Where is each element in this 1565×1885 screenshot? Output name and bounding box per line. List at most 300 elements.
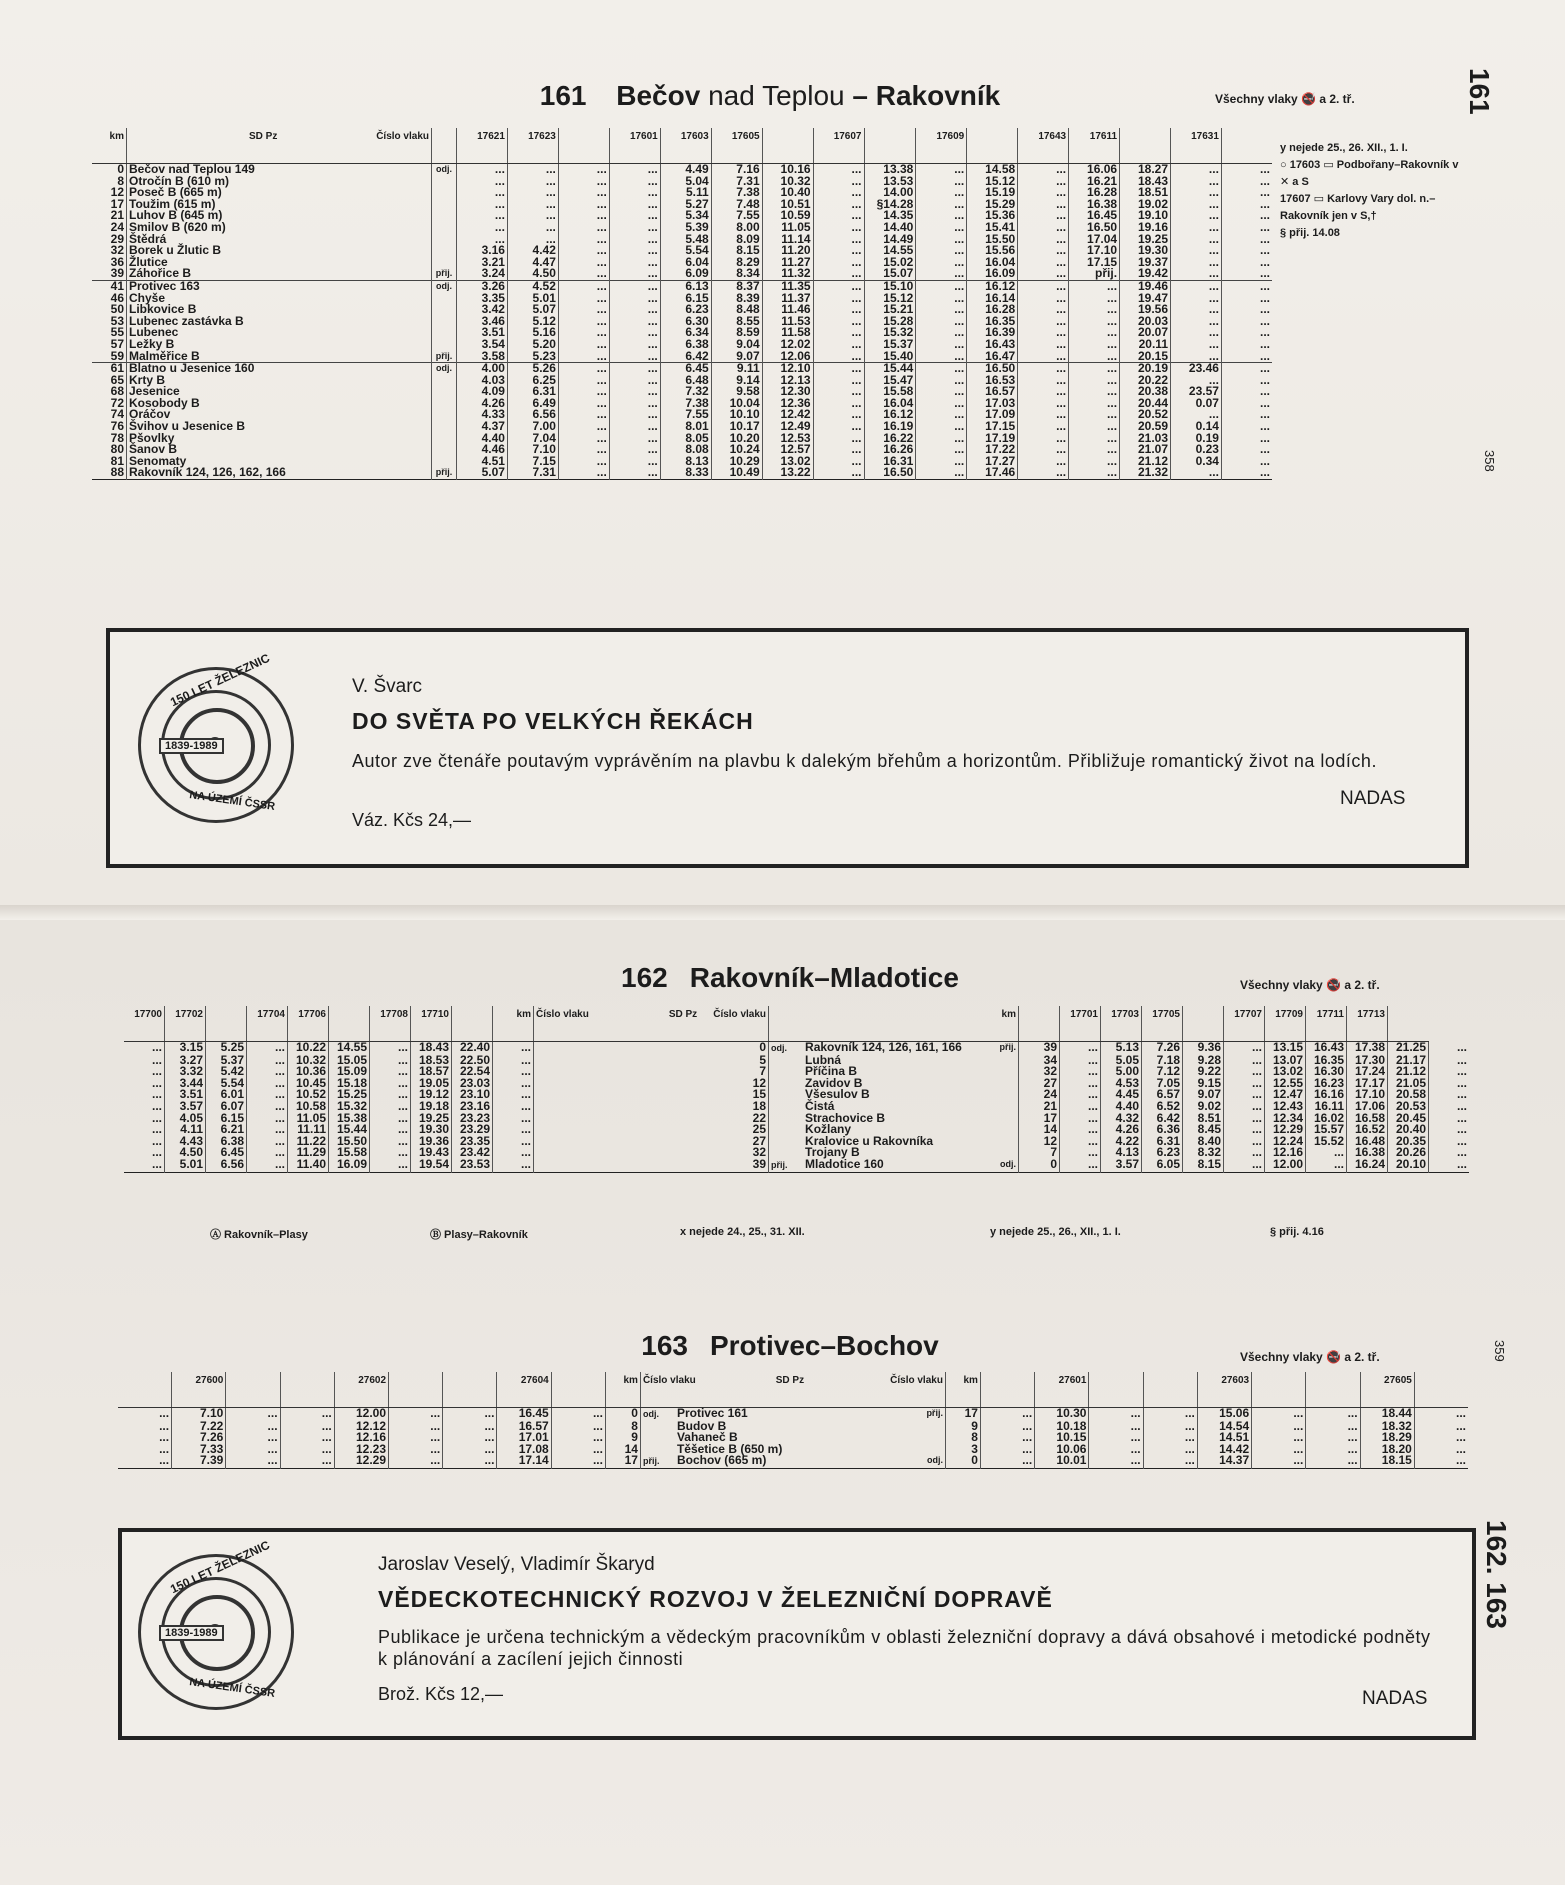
time-cell: 15.05 bbox=[329, 1055, 370, 1067]
time-cell: ... bbox=[1429, 1066, 1470, 1078]
table-163-note: Všechny vlaky 🚭 a 2. tř. bbox=[1240, 1350, 1380, 1364]
arr-dep-marker bbox=[432, 293, 457, 305]
time-cell: ... bbox=[813, 444, 864, 456]
train-number-header: km bbox=[493, 1006, 534, 1042]
km-cell: 50 bbox=[110, 302, 124, 317]
time-cell: 20.26 bbox=[1388, 1147, 1429, 1159]
time-cell: 17.17 bbox=[1347, 1078, 1388, 1090]
time-cell: ... bbox=[558, 304, 609, 316]
time-cell: ... bbox=[493, 1159, 534, 1172]
train-number-header: 17609 bbox=[916, 128, 967, 164]
arr-dep-marker: odj. bbox=[432, 363, 457, 375]
time-cell: ... bbox=[389, 1455, 443, 1468]
time-cell: ... bbox=[1429, 1136, 1470, 1148]
time-cell: ... bbox=[1221, 444, 1272, 456]
time-cell: ... bbox=[1171, 409, 1222, 421]
time-cell: 22.54 bbox=[452, 1066, 493, 1078]
time-cell: 12.36 bbox=[762, 398, 813, 410]
time-cell: 23.10 bbox=[452, 1089, 493, 1101]
time-cell: ... bbox=[1429, 1078, 1470, 1090]
time-cell: ... bbox=[247, 1159, 288, 1172]
time-cell: 6.23 bbox=[660, 304, 711, 316]
train-number-header bbox=[280, 1372, 334, 1408]
time-cell: 14.51 bbox=[1197, 1432, 1251, 1444]
time-cell: 16.12 bbox=[864, 409, 916, 421]
time-cell: ... bbox=[609, 398, 660, 410]
station-name: Těšetice B (650 m) bbox=[640, 1444, 945, 1456]
train-number-header: 17702 bbox=[165, 1006, 206, 1042]
time-cell: 9.04 bbox=[711, 339, 762, 351]
station-name: Strachovice B bbox=[769, 1113, 1019, 1125]
time-cell: 16.04 bbox=[864, 398, 916, 410]
table-row bbox=[118, 1421, 1468, 1433]
time-cell: ... bbox=[1171, 339, 1222, 351]
time-cell: 17.10 bbox=[1069, 245, 1120, 257]
time-cell: ... bbox=[813, 327, 864, 339]
time-cell: ... bbox=[1069, 433, 1120, 445]
time-cell: ... bbox=[1221, 456, 1272, 468]
train-number-header: 17704 bbox=[247, 1006, 288, 1042]
arr-dep-marker bbox=[432, 327, 457, 339]
time-cell: ... bbox=[1060, 1089, 1101, 1101]
time-cell: ... bbox=[1060, 1124, 1101, 1136]
time-cell: ... bbox=[1069, 421, 1120, 433]
time-cell: 15.36 bbox=[967, 210, 1018, 222]
time-cell: ... bbox=[1018, 363, 1069, 375]
arr-dep-marker: přij. bbox=[432, 351, 457, 363]
time-cell: ... bbox=[370, 1055, 411, 1067]
time-cell: 12.23 bbox=[334, 1444, 388, 1456]
time-cell: ... bbox=[558, 164, 609, 176]
time-cell: ... bbox=[813, 280, 864, 292]
time-cell: 3.15 bbox=[165, 1042, 206, 1055]
time-cell: ... bbox=[370, 1159, 411, 1172]
time-cell: ... bbox=[151, 1075, 162, 1090]
time-cell: 4.37 bbox=[457, 421, 508, 433]
time-cell: ... bbox=[370, 1124, 411, 1136]
time-cell: ... bbox=[980, 1444, 1034, 1456]
time-cell: ... bbox=[247, 1089, 288, 1101]
time-cell: ... bbox=[457, 210, 508, 222]
time-cell: ... bbox=[1018, 409, 1069, 421]
time-cell: ... bbox=[151, 1145, 162, 1160]
time-cell: 19.42 bbox=[1120, 268, 1171, 280]
km-cell: 7 bbox=[1018, 1147, 1059, 1159]
time-cell: ... bbox=[916, 245, 967, 257]
time-cell: ... bbox=[609, 444, 660, 456]
time-cell: 13.53 bbox=[864, 176, 916, 188]
table-row bbox=[92, 398, 1272, 410]
station-name: Žlutice bbox=[127, 257, 432, 269]
time-cell: ... bbox=[1069, 444, 1120, 456]
book-advert-1 bbox=[106, 628, 1469, 868]
time-cell: ... bbox=[1018, 339, 1069, 351]
time-cell: 5.27 bbox=[660, 199, 711, 211]
time-cell: 11.14 bbox=[762, 234, 813, 246]
time-cell: ... bbox=[609, 257, 660, 269]
time-cell: 16.52 bbox=[1347, 1124, 1388, 1136]
time-cell: ... bbox=[151, 1064, 162, 1079]
time-cell: 10.52 bbox=[288, 1089, 329, 1101]
arr-dep-marker bbox=[432, 304, 457, 316]
station-name: Vahaneč B bbox=[640, 1432, 945, 1444]
time-cell: 9.22 bbox=[1183, 1066, 1224, 1078]
time-cell: ... bbox=[151, 1087, 162, 1102]
time-cell: ... bbox=[813, 421, 864, 433]
km-cell: 32 bbox=[534, 1147, 769, 1159]
time-cell: ... bbox=[159, 1406, 170, 1420]
time-cell: 6.45 bbox=[206, 1147, 247, 1159]
time-cell: ... bbox=[813, 257, 864, 269]
station-name: Malměřice B bbox=[127, 351, 432, 363]
time-cell: 15.50 bbox=[329, 1136, 370, 1148]
time-cell: ... bbox=[280, 1455, 334, 1468]
time-cell: ... bbox=[1060, 1055, 1101, 1067]
time-cell: 6.57 bbox=[1142, 1089, 1183, 1101]
station-name: Pšovlky bbox=[127, 433, 432, 445]
time-cell: ... bbox=[1089, 1444, 1143, 1456]
time-cell: 23.46 bbox=[1171, 363, 1222, 375]
time-cell: ... bbox=[916, 327, 967, 339]
time-cell: 6.48 bbox=[660, 375, 711, 387]
time-cell: 3.46 bbox=[457, 316, 508, 328]
time-cell: 17.27 bbox=[967, 456, 1018, 468]
time-cell: ... bbox=[1018, 164, 1069, 176]
time-cell: 21.03 bbox=[1120, 433, 1171, 445]
train-number-header: 17700 bbox=[124, 1006, 165, 1042]
time-cell: 16.43 bbox=[967, 339, 1018, 351]
time-cell: 4.50 bbox=[507, 268, 558, 280]
time-cell: ... bbox=[916, 257, 967, 269]
time-cell: 19.25 bbox=[411, 1113, 452, 1125]
time-cell: 8.39 bbox=[711, 293, 762, 305]
time-cell: ... bbox=[1143, 1421, 1197, 1433]
time-cell: ... bbox=[813, 386, 864, 398]
time-cell: 12.16 bbox=[1265, 1147, 1306, 1159]
km-cell: 32 bbox=[110, 243, 124, 258]
time-cell: 10.59 bbox=[762, 210, 813, 222]
time-cell: 23.57 bbox=[1171, 386, 1222, 398]
train-number-header: 17708 bbox=[370, 1006, 411, 1042]
time-cell: 7.26 bbox=[172, 1432, 226, 1444]
km-cell: 17 bbox=[945, 1408, 980, 1421]
time-cell: ... bbox=[370, 1136, 411, 1148]
time-cell: 10.58 bbox=[288, 1101, 329, 1113]
time-cell: 16.26 bbox=[864, 444, 916, 456]
time-cell: ... bbox=[151, 1110, 162, 1125]
time-cell: ... bbox=[1429, 1089, 1470, 1101]
time-cell: ... bbox=[916, 467, 967, 479]
time-cell: 16.19 bbox=[864, 421, 916, 433]
time-cell: ... bbox=[1143, 1408, 1197, 1421]
time-cell: 10.32 bbox=[762, 176, 813, 188]
train-number-header bbox=[864, 128, 916, 164]
time-cell: ... bbox=[1018, 467, 1069, 479]
time-cell: ... bbox=[1221, 176, 1272, 188]
km-cell: 24 bbox=[110, 219, 124, 234]
time-cell: 7.26 bbox=[1142, 1042, 1183, 1055]
book-advert-2 bbox=[118, 1528, 1476, 1740]
time-cell: 10.30 bbox=[1035, 1408, 1089, 1421]
time-cell: 13.38 bbox=[864, 164, 916, 176]
time-cell: ... bbox=[247, 1042, 288, 1055]
station-name: Senomaty bbox=[127, 456, 432, 468]
time-cell: ... bbox=[1306, 1421, 1360, 1433]
time-cell: 23.29 bbox=[452, 1124, 493, 1136]
time-cell: 6.31 bbox=[1142, 1136, 1183, 1148]
time-cell: ... bbox=[443, 1444, 497, 1456]
station-name: Kosobody B bbox=[127, 398, 432, 410]
time-cell: 6.38 bbox=[206, 1136, 247, 1148]
time-cell: ... bbox=[1143, 1432, 1197, 1444]
time-cell: ... bbox=[609, 409, 660, 421]
time-cell: 11.29 bbox=[288, 1147, 329, 1159]
time-cell: ... bbox=[1018, 176, 1069, 188]
time-cell: 5.23 bbox=[507, 351, 558, 363]
time-cell: 7.12 bbox=[1142, 1066, 1183, 1078]
time-cell: 21.05 bbox=[1388, 1078, 1429, 1090]
time-cell: ... bbox=[226, 1408, 280, 1421]
km-cell: 88 bbox=[110, 465, 124, 480]
time-cell: 4.05 bbox=[165, 1113, 206, 1125]
time-cell: ... bbox=[813, 268, 864, 280]
time-cell: 16.58 bbox=[1347, 1113, 1388, 1125]
anniversary-stamp-2: 150 LET ŽELEZNIC 1839-1989 NA ÚZEMÍ ČSSR bbox=[138, 1554, 294, 1710]
time-cell: ... bbox=[1221, 351, 1272, 363]
table-161-note: Všechny vlaky 🚭 a 2. tř. bbox=[1215, 92, 1355, 106]
time-cell: 17.04 bbox=[1069, 234, 1120, 246]
time-cell: ... bbox=[813, 199, 864, 211]
time-cell: 10.24 bbox=[711, 444, 762, 456]
time-cell: 20.35 bbox=[1388, 1136, 1429, 1148]
time-cell: ... bbox=[1018, 456, 1069, 468]
time-cell: 12.12 bbox=[334, 1421, 388, 1433]
time-cell: ... bbox=[1221, 245, 1272, 257]
time-cell: ... bbox=[916, 187, 967, 199]
time-cell: ... bbox=[457, 222, 508, 234]
time-cell: ... bbox=[1221, 409, 1272, 421]
station-name: Čistá bbox=[769, 1101, 1019, 1113]
station-name: Luhov B (645 m) bbox=[127, 210, 432, 222]
page-number-left: 358 bbox=[1482, 450, 1497, 472]
time-cell: ... bbox=[1221, 257, 1272, 269]
km-cell: 80 bbox=[110, 442, 124, 457]
time-cell: ... bbox=[389, 1408, 443, 1421]
time-cell: ... bbox=[609, 187, 660, 199]
time-cell: ... bbox=[1089, 1421, 1143, 1433]
time-cell: ... bbox=[558, 456, 609, 468]
time-cell: 6.23 bbox=[1142, 1147, 1183, 1159]
time-cell: ... bbox=[609, 268, 660, 280]
time-cell: ... bbox=[389, 1444, 443, 1456]
time-cell: ... bbox=[1224, 1066, 1265, 1078]
time-cell: ... bbox=[1224, 1078, 1265, 1090]
time-cell: 12.29 bbox=[1265, 1124, 1306, 1136]
time-cell: ... bbox=[916, 375, 967, 387]
advert-2-price: Brož. Kčs 12,— bbox=[378, 1684, 504, 1704]
time-cell: 18.44 bbox=[1360, 1408, 1414, 1421]
time-cell: 6.42 bbox=[1142, 1113, 1183, 1125]
time-cell: 5.26 bbox=[507, 363, 558, 375]
km-cell: 17 bbox=[605, 1455, 640, 1468]
station-name: Chyše bbox=[127, 293, 432, 305]
table-row bbox=[118, 1432, 1468, 1444]
time-cell: 23.23 bbox=[452, 1113, 493, 1125]
time-cell: 14.37 bbox=[1197, 1455, 1251, 1468]
time-cell: 5.39 bbox=[660, 222, 711, 234]
time-cell: 16.38 bbox=[1347, 1147, 1388, 1159]
time-cell: 3.32 bbox=[165, 1066, 206, 1078]
time-cell: 14.55 bbox=[864, 245, 916, 257]
km-cell: 27 bbox=[1018, 1078, 1059, 1090]
time-cell: 6.56 bbox=[206, 1159, 247, 1172]
time-cell: 13.15 bbox=[1265, 1042, 1306, 1055]
time-cell: 4.32 bbox=[1101, 1113, 1142, 1125]
time-cell: ... bbox=[551, 1432, 605, 1444]
time-cell: ... bbox=[1252, 1444, 1306, 1456]
time-cell: 6.31 bbox=[507, 386, 558, 398]
time-cell: 15.19 bbox=[967, 187, 1018, 199]
time-cell: ... bbox=[370, 1147, 411, 1159]
time-cell: ... bbox=[1069, 316, 1120, 328]
time-cell: 20.52 bbox=[1120, 409, 1171, 421]
time-cell: 8.33 bbox=[660, 467, 711, 479]
train-number-header: 17709 bbox=[1265, 1006, 1306, 1042]
table-row bbox=[92, 293, 1272, 305]
time-cell: 16.23 bbox=[1306, 1078, 1347, 1090]
train-number-header bbox=[1089, 1372, 1143, 1408]
km-cell: 78 bbox=[110, 430, 124, 445]
km-cell: 27 bbox=[534, 1136, 769, 1148]
time-cell: ... bbox=[609, 456, 660, 468]
train-number-header: 17603 bbox=[660, 128, 711, 164]
time-cell: ... bbox=[457, 187, 508, 199]
time-cell: 10.51 bbox=[762, 199, 813, 211]
time-cell: 4.53 bbox=[1101, 1078, 1142, 1090]
time-cell: ... bbox=[551, 1408, 605, 1421]
time-cell: ... bbox=[1018, 351, 1069, 363]
time-cell: ... bbox=[1306, 1408, 1360, 1421]
table-row bbox=[92, 339, 1272, 351]
time-cell: ... bbox=[159, 1418, 170, 1433]
time-cell: 6.56 bbox=[507, 409, 558, 421]
time-cell: 7.10 bbox=[507, 444, 558, 456]
time-cell: ... bbox=[558, 268, 609, 280]
time-cell: ... bbox=[1429, 1101, 1470, 1113]
time-cell: ... bbox=[493, 1066, 534, 1078]
time-cell: 6.13 bbox=[660, 280, 711, 292]
time-cell: 12.34 bbox=[1265, 1113, 1306, 1125]
time-cell: 5.54 bbox=[660, 245, 711, 257]
train-number-header bbox=[389, 1372, 443, 1408]
time-cell: 5.20 bbox=[507, 339, 558, 351]
time-cell: ... bbox=[457, 176, 508, 188]
time-cell: ... bbox=[1018, 257, 1069, 269]
time-cell: 16.14 bbox=[967, 293, 1018, 305]
time-cell: 8.09 bbox=[711, 234, 762, 246]
station-name: Poseč B (665 m) bbox=[127, 187, 432, 199]
time-cell: ... bbox=[1224, 1124, 1265, 1136]
time-cell: ... bbox=[1069, 456, 1120, 468]
time-cell: ... bbox=[1018, 268, 1069, 280]
time-cell: 7.38 bbox=[711, 187, 762, 199]
time-cell: 6.15 bbox=[660, 293, 711, 305]
table-row bbox=[92, 467, 1272, 479]
train-number-header: 17623 bbox=[507, 128, 558, 164]
time-cell: 19.05 bbox=[411, 1078, 452, 1090]
station-name: Bečov nad Teplou 149 bbox=[127, 164, 432, 176]
time-cell: 16.45 bbox=[1069, 210, 1120, 222]
time-cell: 4.42 bbox=[507, 245, 558, 257]
train-number-header bbox=[1221, 128, 1272, 164]
time-cell: ... bbox=[1171, 268, 1222, 280]
time-cell: ... bbox=[609, 176, 660, 188]
time-cell: 12.47 bbox=[1265, 1089, 1306, 1101]
time-cell: ... bbox=[1018, 222, 1069, 234]
time-cell: 17.10 bbox=[1347, 1089, 1388, 1101]
time-cell: ... bbox=[1224, 1159, 1265, 1172]
time-cell: 7.10 bbox=[172, 1408, 226, 1421]
time-cell: 19.43 bbox=[411, 1147, 452, 1159]
km-cell: 14 bbox=[1018, 1124, 1059, 1136]
km-cell: 34 bbox=[1018, 1055, 1059, 1067]
time-cell: ... bbox=[916, 164, 967, 176]
time-cell: 15.12 bbox=[864, 293, 916, 305]
time-cell: ... bbox=[507, 210, 558, 222]
time-cell: 19.47 bbox=[1120, 293, 1171, 305]
time-cell: 4.22 bbox=[1101, 1136, 1142, 1148]
time-cell: ... bbox=[1069, 339, 1120, 351]
time-cell: 6.45 bbox=[660, 363, 711, 375]
time-cell: ... bbox=[916, 176, 967, 188]
time-cell: ... bbox=[916, 386, 967, 398]
time-cell: ... bbox=[1171, 187, 1222, 199]
time-cell: 20.22 bbox=[1120, 375, 1171, 387]
time-cell: 7.38 bbox=[660, 398, 711, 410]
time-cell: 15.44 bbox=[864, 363, 916, 375]
time-cell: ... bbox=[1069, 386, 1120, 398]
time-cell: 6.09 bbox=[660, 268, 711, 280]
train-number-header bbox=[1388, 1006, 1429, 1042]
km-cell: 46 bbox=[110, 290, 124, 305]
time-cell: 5.04 bbox=[660, 176, 711, 188]
time-cell: 17.15 bbox=[1069, 257, 1120, 269]
time-cell: 15.38 bbox=[329, 1113, 370, 1125]
time-cell: 15.10 bbox=[864, 280, 916, 292]
time-cell: 12.00 bbox=[334, 1408, 388, 1421]
time-cell: ... bbox=[916, 433, 967, 445]
train-number-header: 27602 bbox=[334, 1372, 388, 1408]
time-cell: 16.50 bbox=[1069, 222, 1120, 234]
page-number-right: 359 bbox=[1492, 1340, 1507, 1362]
station-name: Štědrá bbox=[127, 234, 432, 246]
time-cell: ... bbox=[980, 1421, 1034, 1433]
table-row bbox=[92, 444, 1272, 456]
time-cell: 13.02 bbox=[762, 456, 813, 468]
station-name: Toužim (615 m) bbox=[127, 199, 432, 211]
advert-2-authors: Jaroslav Veselý, Vladimír Škaryd bbox=[378, 1554, 655, 1575]
time-cell: 16.02 bbox=[1306, 1113, 1347, 1125]
time-cell: 6.25 bbox=[507, 375, 558, 387]
time-cell: 17.03 bbox=[967, 398, 1018, 410]
arr-dep-marker bbox=[432, 386, 457, 398]
time-cell: 5.01 bbox=[165, 1159, 206, 1172]
advert-author: V. Švarc bbox=[352, 676, 423, 697]
time-cell: 23.42 bbox=[452, 1147, 493, 1159]
time-cell: ... bbox=[1060, 1078, 1101, 1090]
time-cell: ... bbox=[1306, 1455, 1360, 1468]
time-cell: 18.29 bbox=[1360, 1432, 1414, 1444]
